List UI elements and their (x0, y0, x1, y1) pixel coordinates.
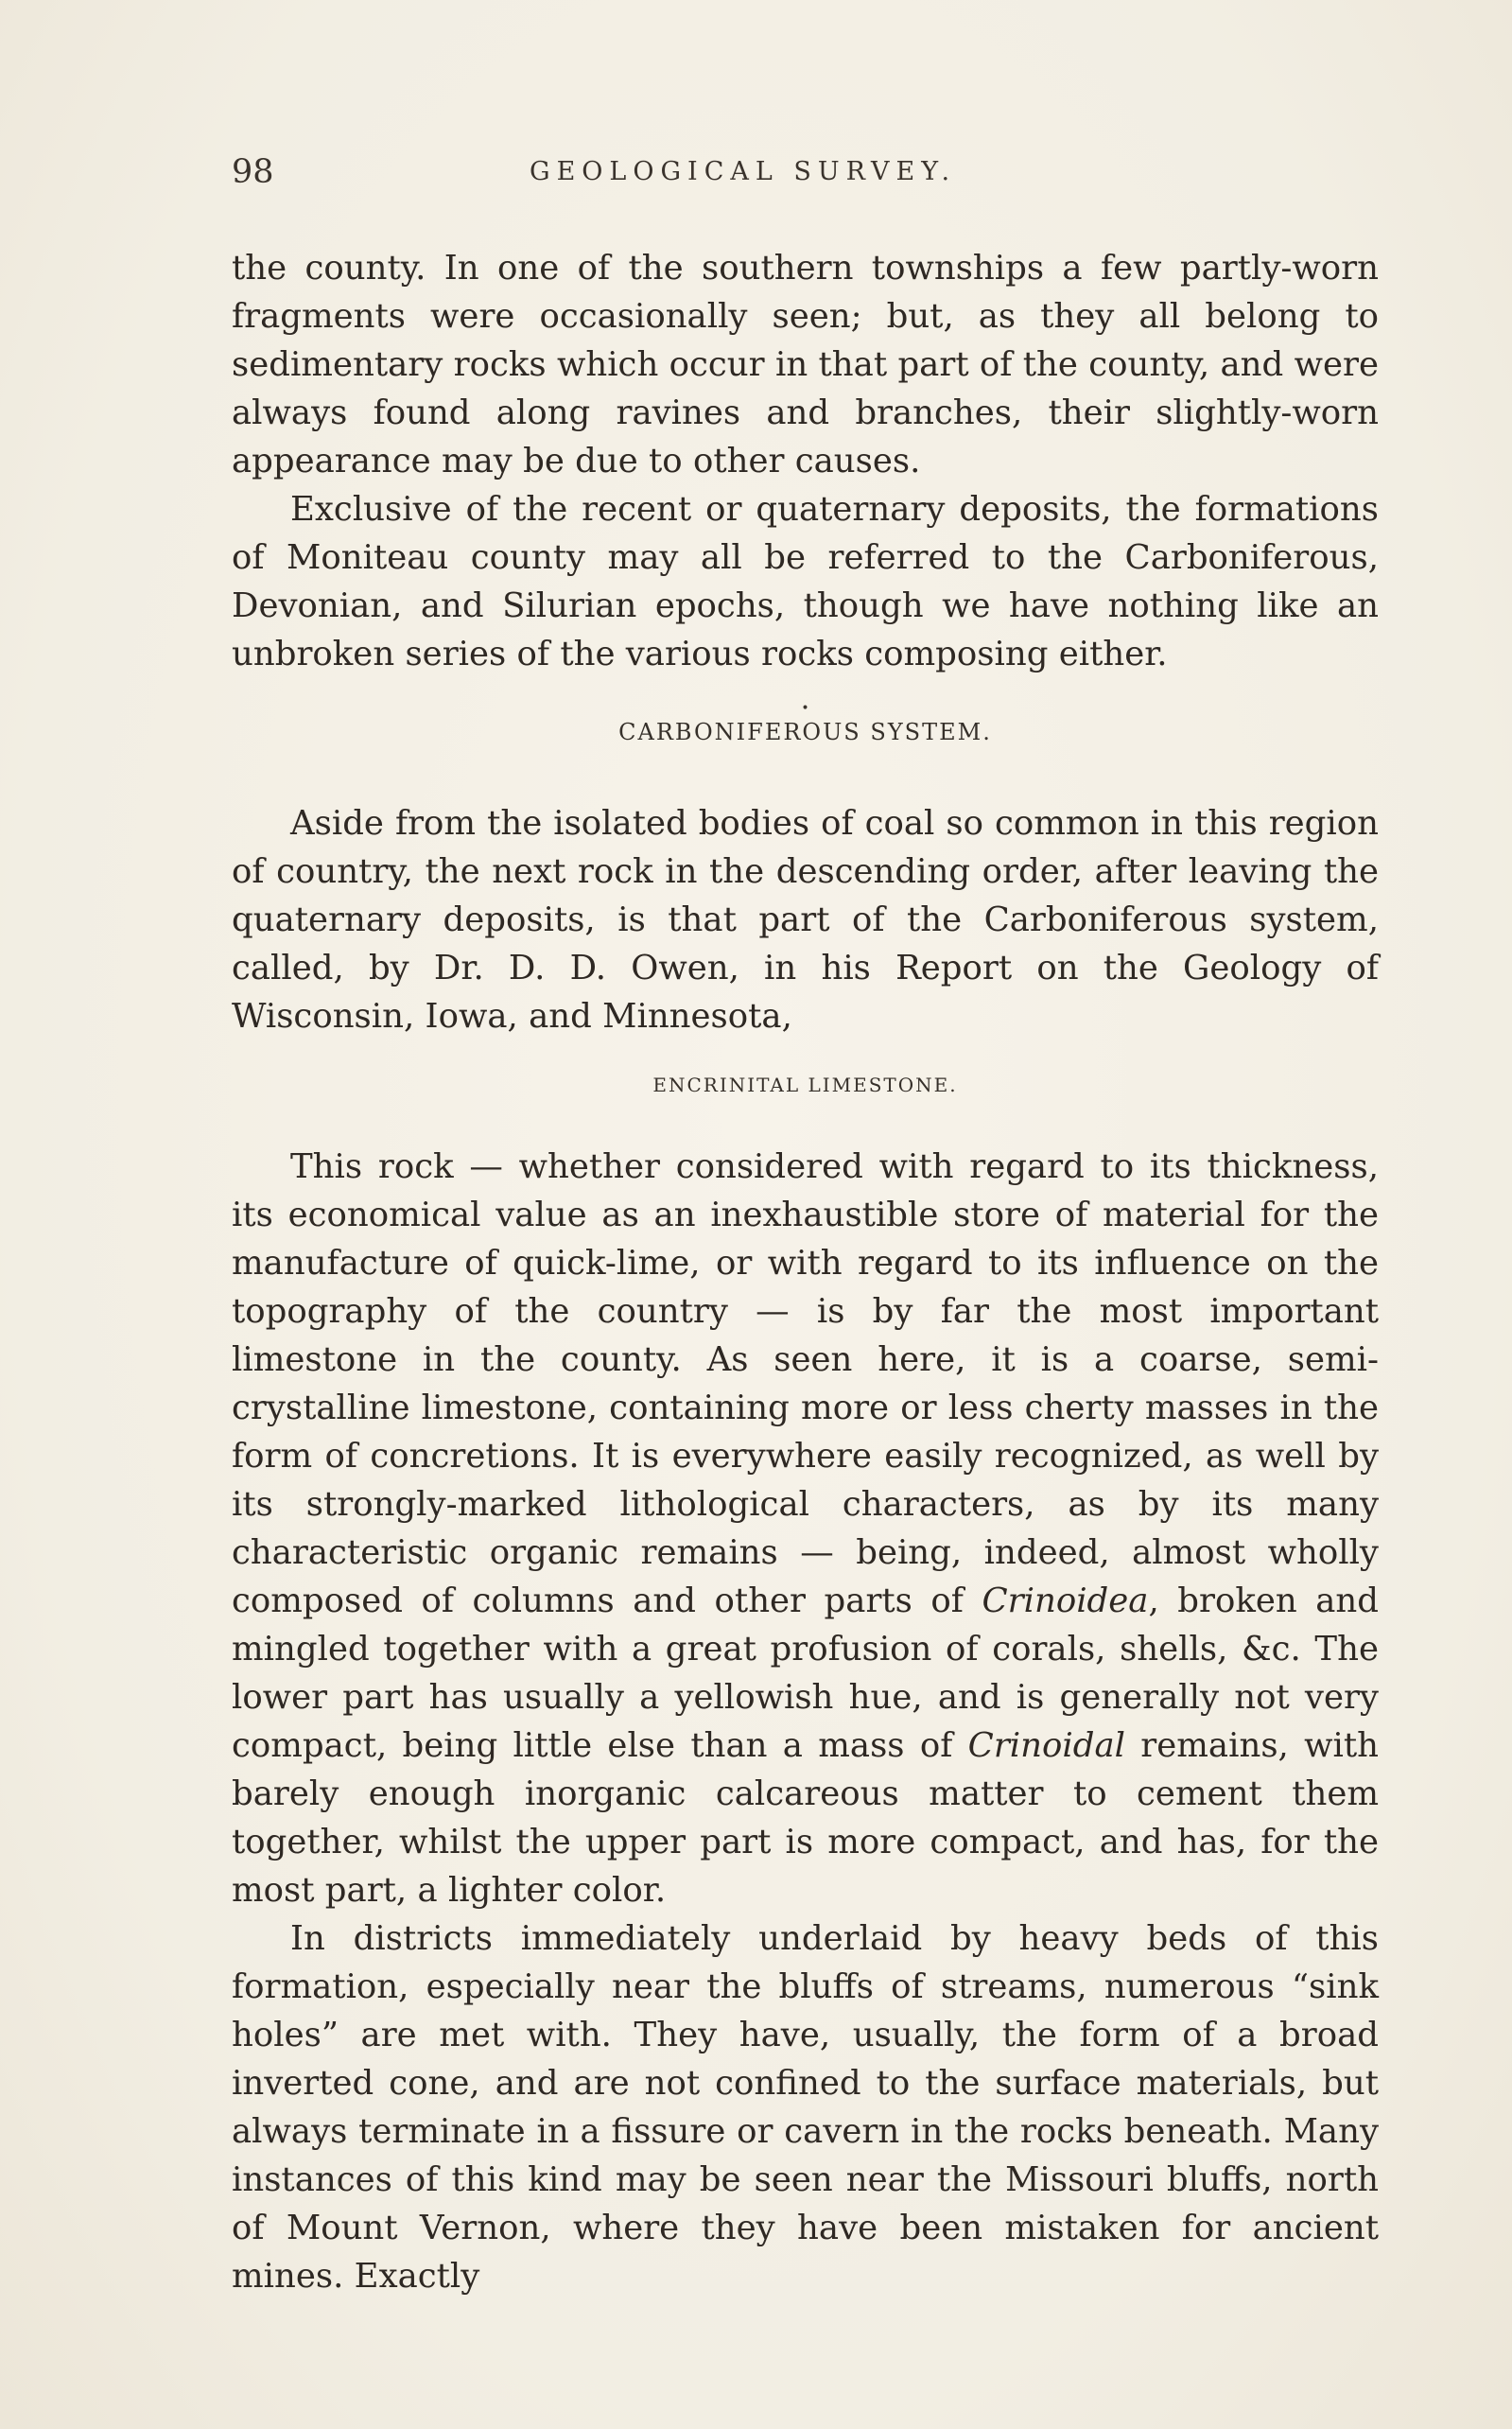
running-head (232, 149, 1366, 196)
body-text (232, 244, 1379, 2300)
paragraph-encrinital (232, 1143, 1379, 1914)
encrinital-text-a: This rock — whether considered with regard to its thickness, its economical value as an inexhaustible store of material for the manufacture of quick-lime, or with regard to its influence on the topography of the country — is by far the most important limestone in the county. As seen here, it is a coarse, semi-crystalline limestone, containing more or less cherty masses in the form of concretions. It is everywhere easily recognized, as well by its strongly-marked lithological characters, as by its many characteristic organic remains — being, indeed, almost wholly composed of columns and other parts of (232, 1147, 1379, 1620)
paragraph-formations: Exclusive of the recent or quaternary deposits, the formations of Moniteau county may all be referred to the Carboniferous, Devonian, and Silurian epochs, though we have nothing like an unbroken series of the various rocks composing either. (232, 490, 1379, 673)
italic-crinoidea: Crinoidea (982, 1581, 1149, 1620)
encrinital-text-b: , broken and mingled together with a great profusion of corals, shells, &c. The lower part has usually a yellowish hue, and is generally not very compact, being little else than a mass of (232, 1581, 1379, 1765)
encrinital-text-c: remains, with barely enough inorganic calcareous matter to cement them together, whilst the upper part is more compact, and has, for the most part, a lighter color. (232, 1726, 1379, 1910)
italic-crinoidal: Crinoidal (967, 1726, 1125, 1765)
page-number: 98 (232, 153, 274, 191)
section-heading-encrinital: ENCRINITAL LIMESTONE. (652, 1074, 958, 1096)
ornament-dot: • (801, 701, 809, 716)
paragraph-continuation: the county. In one of the southern townships a few partly-worn fragments were occasionally seen; but, as they all belong to sedimentary rocks which occur in that part of the county, and were always found along ravines and branches, their slightly-worn appearance may be due to other causes. (232, 249, 1379, 481)
running-title: GEOLOGICAL SURVEY. (530, 157, 957, 186)
paragraph-sink-holes: In districts immediately underlaid by heavy beds of this formation, especially near the bluffs of streams, numerous “sink holes” are met with. They have, usually, the form of a broad inverted cone, and are not confined to the surface materials, but always terminate in a fissure or cavern in the rocks beneath. Many instances of this kind may be seen near the Missouri bluffs, north of Mount Vernon, where they have been mistaken for ancient mines. Exactly (232, 1919, 1379, 2296)
paragraph-carboniferous: Aside from the isolated bodies of coal so common in this region of country, the next rock in the descending order, after leaving the quaternary deposits, is that part of the Carboniferous system, called, by Dr. D. D. Owen, in his Report on the Geology of Wisconsin, Iowa, and Minnesota, (232, 804, 1379, 1036)
section-heading-carboniferous: CARBONIFEROUS SYSTEM. (618, 719, 992, 745)
